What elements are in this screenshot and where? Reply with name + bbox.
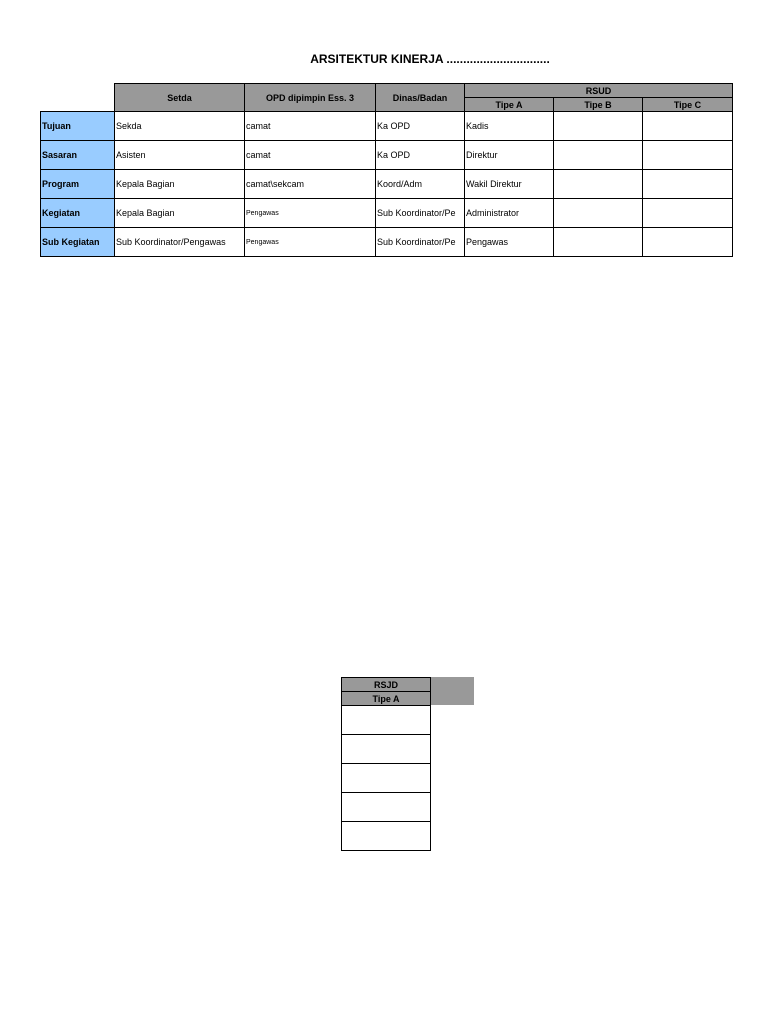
cell-tipe-c [643, 228, 733, 257]
header-rsud: RSUD [465, 84, 733, 98]
row-label: Tujuan [41, 112, 115, 141]
header-opd: OPD dipimpin Ess. 3 [245, 84, 376, 112]
cell-setda: Sub Koordinator/Pengawas [115, 228, 245, 257]
header-tipe-c: Tipe C [643, 98, 733, 112]
cell-tipe-c [643, 112, 733, 141]
cell-dinas: Koord/Adm [376, 170, 465, 199]
header-setda: Setda [115, 84, 245, 112]
table-row [342, 735, 431, 764]
rsjd-cell [342, 793, 431, 822]
cell-tipe-a: Administrator [465, 199, 554, 228]
cell-dinas: Sub Koordinator/Pe [376, 228, 465, 257]
cell-dinas: Ka OPD [376, 112, 465, 141]
cell-tipe-c [643, 199, 733, 228]
cell-opd: camat [245, 141, 376, 170]
corner-cell [41, 84, 115, 112]
rsjd-table [341, 677, 431, 851]
cell-setda: Kepala Bagian [115, 199, 245, 228]
cell-tipe-a: Pengawas [465, 228, 554, 257]
cell-setda: Asisten [115, 141, 245, 170]
gray-header-block [431, 677, 474, 705]
cell-tipe-a: Kadis [465, 112, 554, 141]
table-row [342, 793, 431, 822]
table-row [41, 170, 733, 199]
table-row [342, 764, 431, 793]
cell-opd: Pengawas [245, 199, 376, 228]
header-tipe-a: Tipe A [465, 98, 554, 112]
cell-dinas: Ka OPD [376, 141, 465, 170]
row-label: Kegiatan [41, 199, 115, 228]
table-row [41, 199, 733, 228]
cell-tipe-a: Wakil Direktur [465, 170, 554, 199]
header-rsjd-tipe-a: Tipe A [342, 692, 431, 706]
rsjd-cell [342, 764, 431, 793]
table-row [41, 228, 733, 257]
page-title: ARSITEKTUR KINERJA ............................... [310, 52, 550, 66]
table-row [342, 706, 431, 735]
rsjd-cell [342, 822, 431, 851]
header-tipe-b: Tipe B [554, 98, 643, 112]
cell-opd: camat\sekcam [245, 170, 376, 199]
cell-tipe-a: Direktur [465, 141, 554, 170]
architecture-table [40, 83, 733, 257]
cell-setda: Sekda [115, 112, 245, 141]
cell-tipe-b [554, 112, 643, 141]
row-label: Sub Kegiatan [41, 228, 115, 257]
cell-tipe-b [554, 170, 643, 199]
table-row [342, 822, 431, 851]
cell-tipe-c [643, 141, 733, 170]
cell-dinas: Sub Koordinator/Pe [376, 199, 465, 228]
rsjd-cell [342, 735, 431, 764]
cell-setda: Kepala Bagian [115, 170, 245, 199]
cell-tipe-b [554, 199, 643, 228]
cell-opd: Pengawas [245, 228, 376, 257]
header-rsjd: RSJD [342, 678, 431, 692]
header-dinas: Dinas/Badan [376, 84, 465, 112]
table-row [41, 141, 733, 170]
rsjd-cell [342, 706, 431, 735]
row-label: Sasaran [41, 141, 115, 170]
row-label: Program [41, 170, 115, 199]
cell-tipe-c [643, 170, 733, 199]
table-row [41, 112, 733, 141]
cell-opd: camat [245, 112, 376, 141]
cell-tipe-b [554, 228, 643, 257]
cell-tipe-b [554, 141, 643, 170]
